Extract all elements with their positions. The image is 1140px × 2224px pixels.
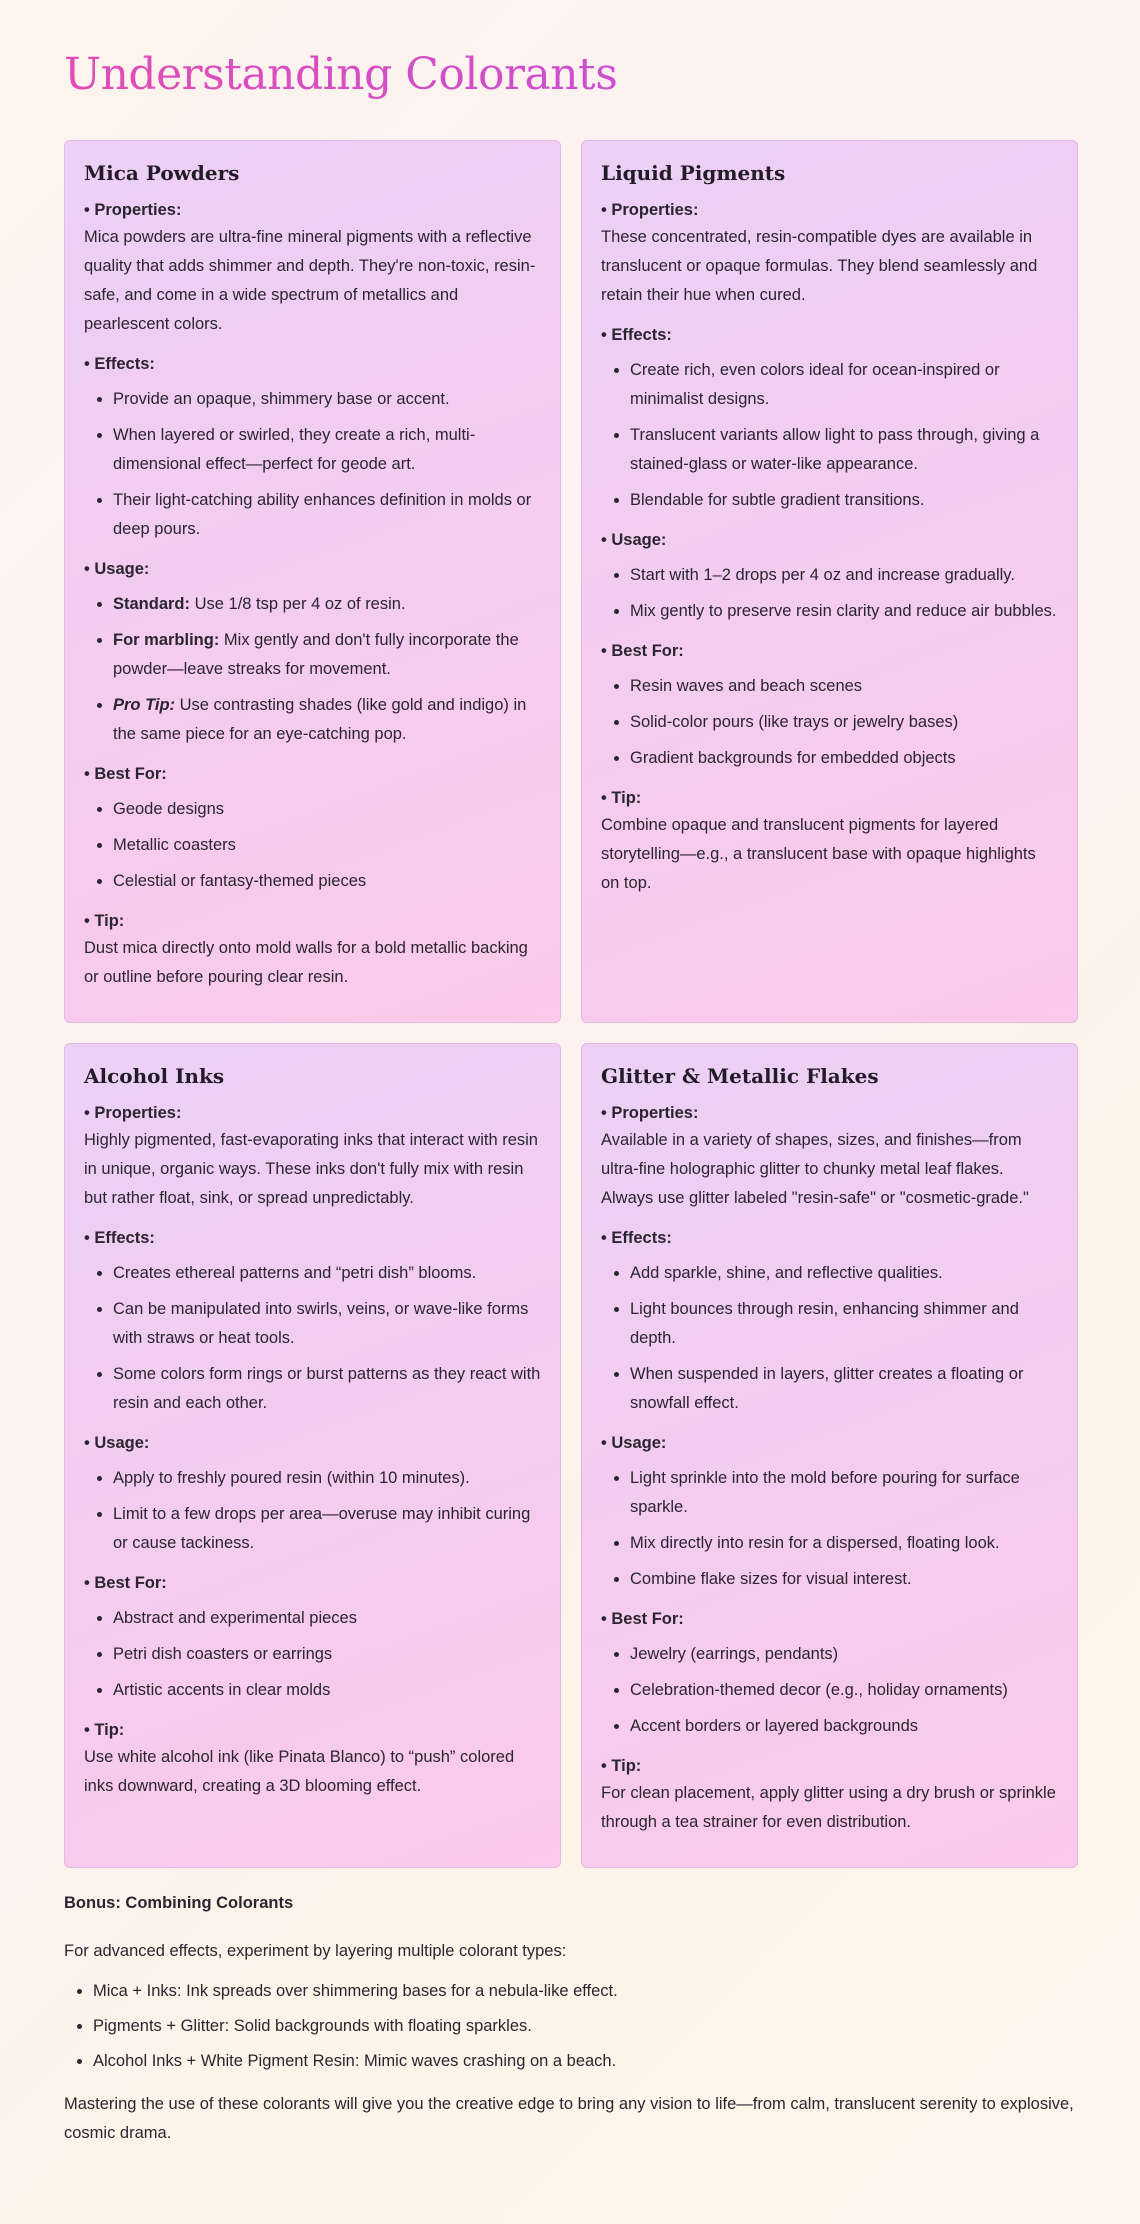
colorant-card bbox=[581, 1043, 1078, 1868]
closing-paragraph: Mastering the use of these colorants will give you the creative edge to bring any vision to life—from calm, translucent serenity to explosive, cosmic drama. bbox=[64, 2095, 1074, 2142]
properties-text: Mica powders are ultra-fine mineral pigments with a reflective quality that adds shimmer and depth. They're non-toxic, resin-safe, and come in a wide spectrum of metallics and pearlescent colors. bbox=[84, 228, 536, 333]
effects-heading: • Effects: bbox=[601, 326, 672, 344]
usage-text: Mix directly into resin for a dispersed, floating look. bbox=[630, 1534, 1000, 1552]
effects-list-item: • Translucent variants allow light to pass through, giving a stained-glass or water-like appearance. bbox=[630, 421, 1058, 479]
best-for-list bbox=[601, 1640, 1058, 1741]
effects-list-item: • Create rich, even colors ideal for ocean-inspired or minimalist designs. bbox=[630, 356, 1058, 414]
usage-list bbox=[601, 1464, 1058, 1594]
usage-heading: • Usage: bbox=[84, 560, 150, 578]
usage-text: Limit to a few drops per area—overuse may inhibit curing or cause tackiness. bbox=[113, 1505, 531, 1552]
tip-heading: • Tip: bbox=[84, 1721, 125, 1739]
usage-list-item bbox=[630, 597, 1058, 626]
best-for-list-item: • Geode designs bbox=[113, 795, 541, 824]
bonus-section bbox=[64, 1890, 1076, 2148]
best-for-list-item: • Abstract and experimental pieces bbox=[113, 1604, 541, 1633]
card-title: Mica Powders bbox=[84, 161, 240, 185]
usage-list-item bbox=[630, 1529, 1058, 1558]
effects-heading: • Effects: bbox=[84, 1229, 155, 1247]
effects-list-item: • Add sparkle, shine, and reflective qualities. bbox=[630, 1259, 1058, 1288]
best-for-heading: • Best For: bbox=[601, 1610, 684, 1628]
colorant-cards-grid bbox=[64, 140, 1076, 1868]
best-for-list-item: • Artistic accents in clear molds bbox=[113, 1676, 541, 1705]
properties-text: Highly pigmented, fast-evaporating inks that interact with resin in unique, organic ways. These inks don't fully mix with resin but rather float, sink, or spread unpredictably. bbox=[84, 1131, 538, 1207]
effects-list-item: • When suspended in layers, glitter creates a floating or snowfall effect. bbox=[630, 1360, 1058, 1418]
effects-list-item: • Some colors form rings or burst patterns as they react with resin and each other. bbox=[113, 1360, 541, 1418]
effects-list-item: • Light bounces through resin, enhancing shimmer and depth. bbox=[630, 1295, 1058, 1353]
usage-list-item bbox=[113, 1500, 541, 1558]
usage-list bbox=[84, 1464, 541, 1558]
bonus-title: Bonus: Combining Colorants bbox=[64, 1894, 294, 1912]
tip-text: Use white alcohol ink (like Pinata Blanco) to “push” colored inks downward, creating a 3D blooming effect. bbox=[84, 1748, 515, 1795]
usage-heading: • Usage: bbox=[601, 531, 667, 549]
properties-heading: • Properties: bbox=[601, 1104, 699, 1122]
best-for-list bbox=[84, 795, 541, 896]
usage-text: Start with 1–2 drops per 4 oz and increase gradually. bbox=[630, 566, 1015, 584]
effects-list-item: • Creates ethereal patterns and “petri dish” blooms. bbox=[113, 1259, 541, 1288]
usage-list-item bbox=[630, 1464, 1058, 1522]
best-for-list-item: • Jewelry (earrings, pendants) bbox=[630, 1640, 1058, 1669]
best-for-list bbox=[84, 1604, 541, 1705]
effects-heading: • Effects: bbox=[84, 355, 155, 373]
best-for-list-item: • Solid-color pours (like trays or jewelry bases) bbox=[630, 708, 1058, 737]
card-title: Alcohol Inks bbox=[84, 1064, 225, 1088]
effects-heading: • Effects: bbox=[601, 1229, 672, 1247]
card-title: Glitter & Metallic Flakes bbox=[601, 1064, 879, 1088]
properties-heading: • Properties: bbox=[84, 1104, 182, 1122]
usage-text: Light sprinkle into the mold before pouring for surface sparkle. bbox=[630, 1469, 1020, 1516]
best-for-list-item: • Gradient backgrounds for embedded objects bbox=[630, 744, 1058, 773]
effects-list bbox=[601, 356, 1058, 515]
usage-list bbox=[601, 561, 1058, 626]
properties-heading: • Properties: bbox=[601, 201, 699, 219]
best-for-list-item: • Celestial or fantasy-themed pieces bbox=[113, 867, 541, 896]
best-for-list-item: • Celebration-themed decor (e.g., holiday ornaments) bbox=[630, 1676, 1058, 1705]
usage-list-item bbox=[630, 561, 1058, 590]
properties-heading: • Properties: bbox=[84, 201, 182, 219]
usage-list-item bbox=[113, 590, 541, 619]
bonus-list-item: • Pigments + Glitter: Solid backgrounds with floating sparkles. bbox=[93, 2013, 1076, 2039]
bonus-list bbox=[64, 1978, 1076, 2074]
usage-lead: For marbling: bbox=[113, 631, 220, 649]
tip-heading: • Tip: bbox=[601, 1757, 642, 1775]
usage-text: Apply to freshly poured resin (within 10 minutes). bbox=[113, 1469, 470, 1487]
usage-text: Use 1/8 tsp per 4 oz of resin. bbox=[190, 595, 406, 613]
effects-list bbox=[601, 1259, 1058, 1418]
effects-list-item: • Can be manipulated into swirls, veins, or wave-like forms with straws or heat tools. bbox=[113, 1295, 541, 1353]
best-for-list-item: • Petri dish coasters or earrings bbox=[113, 1640, 541, 1669]
best-for-list bbox=[601, 672, 1058, 773]
bonus-list-item: • Mica + Inks: Ink spreads over shimmering bases for a nebula-like effect. bbox=[93, 1978, 1076, 2004]
tip-text: For clean placement, apply glitter using a dry brush or sprinkle through a tea strainer for even distribution. bbox=[601, 1784, 1056, 1831]
usage-list-item bbox=[113, 1464, 541, 1493]
tip-text: Dust mica directly onto mold walls for a bold metallic backing or outline before pouring clear resin. bbox=[84, 939, 528, 986]
effects-list-item: • Their light-catching ability enhances definition in molds or deep pours. bbox=[113, 486, 541, 544]
colorant-card bbox=[581, 140, 1078, 1023]
properties-text: These concentrated, resin-compatible dyes are available in translucent or opaque formulas. They blend seamlessly and retain their hue when cured. bbox=[601, 228, 1038, 304]
colorant-card bbox=[64, 1043, 561, 1868]
best-for-heading: • Best For: bbox=[84, 765, 167, 783]
properties-text: Available in a variety of shapes, sizes, and finishes—from ultra-fine holographic glitter to chunky metal leaf flakes. Always use glitter labeled "resin-safe" or "cosmetic-grade." bbox=[601, 1131, 1029, 1207]
usage-list bbox=[84, 590, 541, 749]
effects-list bbox=[84, 1259, 541, 1418]
usage-text: Mix gently and don't fully incorporate the powder—leave streaks for movement. bbox=[113, 631, 519, 678]
card-title: Liquid Pigments bbox=[601, 161, 786, 185]
usage-list-item bbox=[630, 1565, 1058, 1594]
usage-text: Combine flake sizes for visual interest. bbox=[630, 1570, 912, 1588]
bonus-list-item: • Alcohol Inks + White Pigment Resin: Mimic waves crashing on a beach. bbox=[93, 2048, 1076, 2074]
usage-list-item bbox=[113, 691, 541, 749]
usage-lead: Pro Tip: bbox=[113, 696, 176, 714]
best-for-list-item: • Resin waves and beach scenes bbox=[630, 672, 1058, 701]
page-title: Understanding Colorants bbox=[64, 44, 1076, 106]
tip-text: Combine opaque and translucent pigments for layered storytelling—e.g., a translucent base with opaque highlights on top. bbox=[601, 816, 1036, 892]
usage-text: Use contrasting shades (like gold and indigo) in the same piece for an eye-catching pop. bbox=[113, 696, 527, 743]
tip-heading: • Tip: bbox=[84, 912, 125, 930]
tip-heading: • Tip: bbox=[601, 789, 642, 807]
colorant-card bbox=[64, 140, 561, 1023]
usage-heading: • Usage: bbox=[601, 1434, 667, 1452]
usage-text: Mix gently to preserve resin clarity and reduce air bubbles. bbox=[630, 602, 1057, 620]
effects-list-item: • Blendable for subtle gradient transitions. bbox=[630, 486, 1058, 515]
best-for-heading: • Best For: bbox=[84, 1574, 167, 1592]
effects-list bbox=[84, 385, 541, 544]
effects-list-item: • When layered or swirled, they create a rich, multi-dimensional effect—perfect for geode art. bbox=[113, 421, 541, 479]
best-for-heading: • Best For: bbox=[601, 642, 684, 660]
bonus-intro: For advanced effects, experiment by layering multiple colorant types: bbox=[64, 1942, 567, 1960]
best-for-list-item: • Metallic coasters bbox=[113, 831, 541, 860]
usage-list-item bbox=[113, 626, 541, 684]
effects-list-item: • Provide an opaque, shimmery base or accent. bbox=[113, 385, 541, 414]
best-for-list-item: • Accent borders or layered backgrounds bbox=[630, 1712, 1058, 1741]
usage-heading: • Usage: bbox=[84, 1434, 150, 1452]
usage-lead: Standard: bbox=[113, 595, 191, 613]
